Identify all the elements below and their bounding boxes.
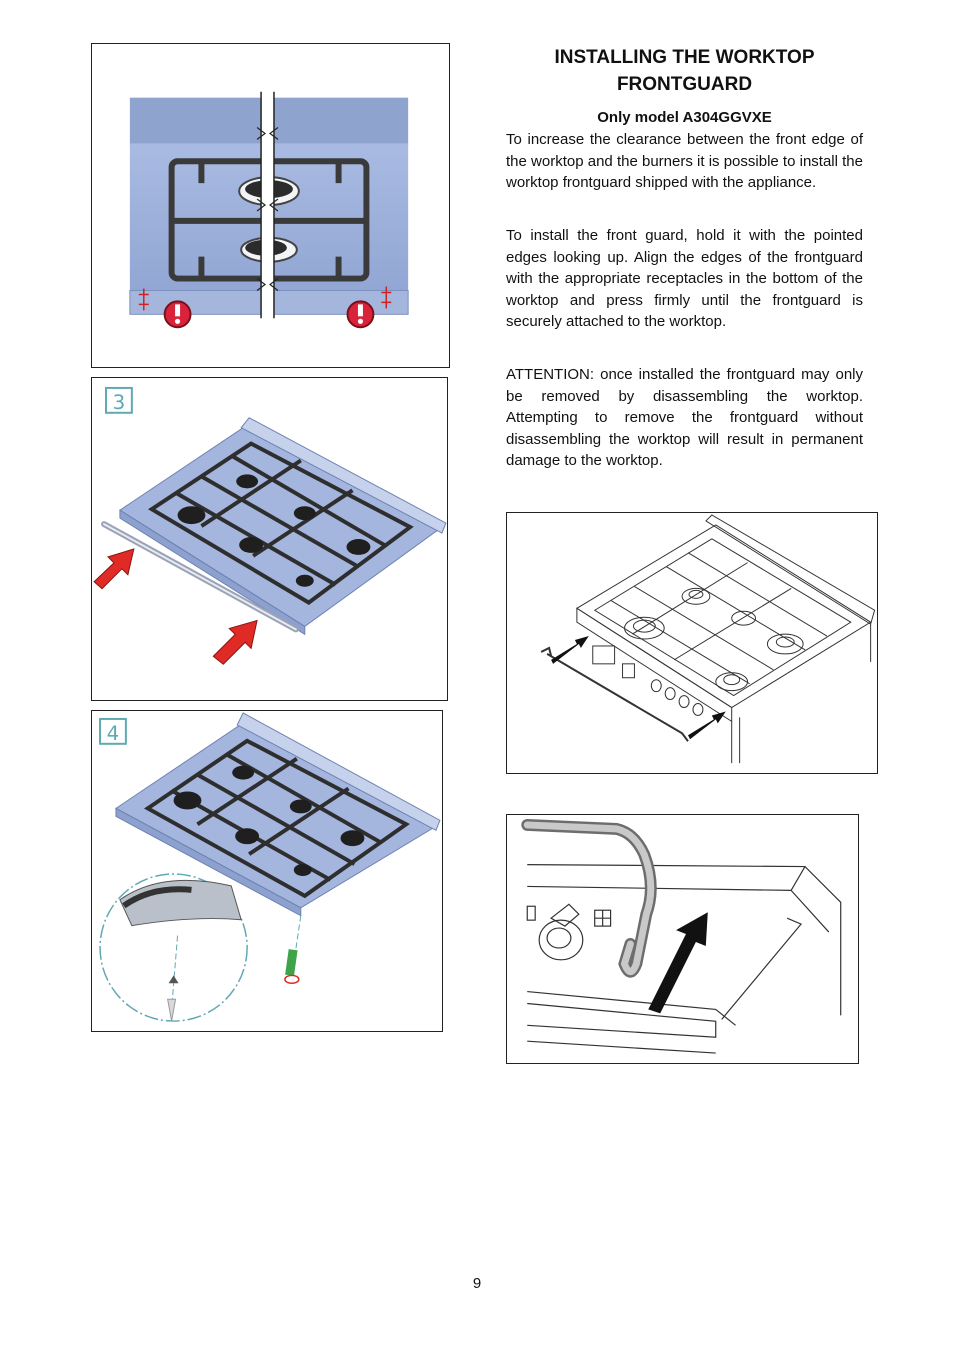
- title-line-2: FRONTGUARD: [616, 74, 753, 95]
- figure-cooker-line-drawing: [506, 512, 878, 774]
- warning-icon: [165, 301, 191, 327]
- step-label-4: 4: [106, 721, 120, 745]
- paragraph-intro: To increase the clearance between the front edge of the worktop and the burners it is possible to install the worktop frontguard shipped with the appliance.: [506, 131, 863, 192]
- paragraph-attention: ATTENTION: once installed the frontguard may only be removed by disassembling the worktop. Attempting to remove the frontguard without disassembling the worktop will result in permanent damage to the worktop.: [506, 366, 863, 470]
- page-number: 9: [472, 1275, 482, 1292]
- warning-icon: [348, 301, 374, 327]
- black-arrow-icon: [551, 636, 589, 664]
- figure-step-4: [91, 710, 443, 1032]
- red-arrow-icon: [94, 549, 134, 589]
- title-line-1: INSTALLING THE WORKTOP: [554, 47, 815, 68]
- paragraph-install: To install the front guard, hold it with the pointed edges looking up. Align the edges of the frontguard with the appropriate receptacles in the bottom of the worktop and press firmly until the frontguard is securely attached to the worktop.: [506, 227, 863, 331]
- model-subtitle: Only model A304GGVXE: [597, 109, 772, 126]
- black-arrow-icon: [688, 711, 726, 739]
- red-arrow-icon: [213, 620, 257, 664]
- figure-worktop-front-warning: [91, 43, 450, 368]
- figure-step-3: [91, 377, 448, 701]
- step-label-3: 3: [112, 390, 126, 414]
- black-arrow-icon: [648, 912, 708, 1013]
- figure-frontguard-closeup: [506, 814, 859, 1064]
- section-title: [506, 44, 863, 98]
